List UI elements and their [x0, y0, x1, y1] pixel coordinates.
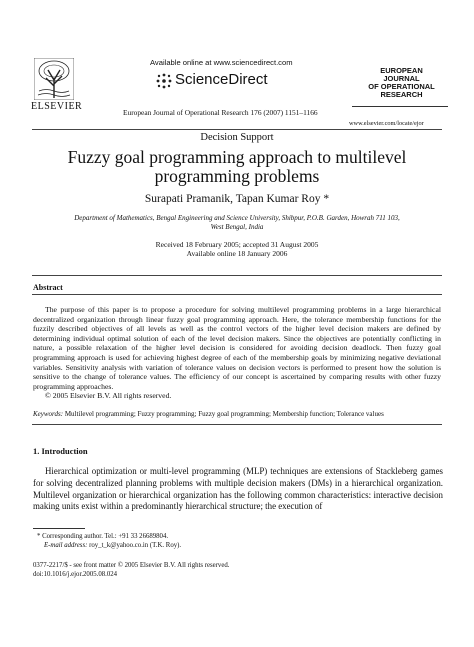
journal-logo — [364, 67, 439, 99]
introduction-text: Hierarchical optimization or multi-level programming (MLP) techniques are extensions of Stackleberg games for solving decentralized planning problems with multiple decision makers (DMs) in a hierarchical organization. Multilevel organization or hierarchical organization has the following common characteristics: interactive decision making units exist within a predominantly hierarchical structure; the execution of — [33, 466, 443, 512]
available-online-text: Available online at www.sciencedirect.com — [150, 58, 293, 67]
email-address[interactable]: roy_t_k@yahoo.co.in (T.K. Roy). — [89, 542, 182, 549]
footnote-divider — [33, 528, 85, 529]
issn-block — [33, 561, 229, 579]
abstract-text: The purpose of this paper is to propose a procedure for solving multilevel programming problems in a large hierarchical decentralized organization through linear fuzzy goal programming approach. Here, the tolerance membership functions for the fuzzily described objectives of all levels as well as the control vectors of the higher level decision makers are defined by determining individual optimal solution of each of the level decision makers. Since the objectives are potentially conflicting in nature, a possible relaxation of the higher level decision is considered for avoiding decision deadlock. Then fuzzy goal programming approach is used for achieving highest degree of each of the membership goals by minimizing negative deviational variables. Sensitivity analysis with variation of tolerance values on decision vectors is performed to present how the solution is sensitive to the change of tolerance values. The efficiency of our concept is ascertained by comparing results with other fuzzy programming approaches. — [33, 305, 441, 391]
journal-name-line: OF OPERATIONAL — [368, 82, 435, 91]
journal-name-line: RESEARCH — [380, 90, 423, 99]
abstract-top-divider — [32, 275, 442, 276]
journal-name-line: EUROPEAN — [380, 66, 423, 75]
abstract-copyright: © 2005 Elsevier B.V. All rights reserved. — [45, 391, 172, 400]
introduction-heading: 1. Introduction — [33, 446, 88, 456]
footnote — [37, 532, 181, 550]
paper-dates — [0, 240, 474, 258]
online-date: Available online 18 January 2006 — [186, 249, 288, 258]
elsevier-tree-logo — [34, 58, 74, 100]
abstract-bottom-divider — [32, 424, 442, 425]
keywords-text: Multilevel programming; Fuzzy programming; Fuzzy goal programming; Membership function; Tolerance values — [64, 410, 384, 418]
journal-logo-underline — [352, 106, 448, 107]
author-affiliation: Department of Mathematics, Bengal Engineering and Science University, Shibpur, P.O.B. Garden, Howrah 711 103, West Bengal, India — [74, 214, 400, 231]
keywords-label: Keywords: — [33, 410, 64, 418]
sciencedirect-logo — [156, 70, 306, 94]
corresponding-author-note — [37, 532, 181, 541]
issn-line: 0377-2217/$ - see front matter © 2005 Elsevier B.V. All rights reserved. — [33, 562, 230, 569]
publisher-name: ELSEVIER — [31, 101, 83, 112]
keywords — [33, 410, 441, 418]
journal-url[interactable]: www.elsevier.com/locate/ejor — [349, 120, 424, 127]
corresponding-author-text: Corresponding author. Tel.: +91 33 26689804. — [42, 533, 169, 540]
sciencedirect-brand: ScienceDirect — [175, 71, 268, 88]
doi-line[interactable]: doi:10.1016/j.ejor.2005.08.024 — [33, 571, 118, 578]
journal-name-line: JOURNAL — [383, 74, 420, 83]
header-divider — [32, 129, 442, 130]
paper-title: Fuzzy goal programming approach to multilevel programming problems — [67, 147, 407, 186]
section-label: Decision Support — [200, 132, 274, 143]
received-date: Received 18 February 2005; accepted 31 August 2005 — [155, 240, 319, 249]
email-note — [37, 541, 181, 550]
journal-reference: European Journal of Operational Research 176 (2007) 1151–1166 — [123, 108, 318, 117]
author-list: Surapati Pramanik, Tapan Kumar Roy * — [144, 193, 330, 205]
abstract-heading: Abstract — [33, 283, 63, 292]
abstract-heading-divider — [32, 294, 442, 295]
footnote-marker: * — [37, 533, 41, 540]
sciencedirect-dots-icon — [156, 73, 172, 89]
email-label: E-mail address: — [44, 542, 88, 549]
